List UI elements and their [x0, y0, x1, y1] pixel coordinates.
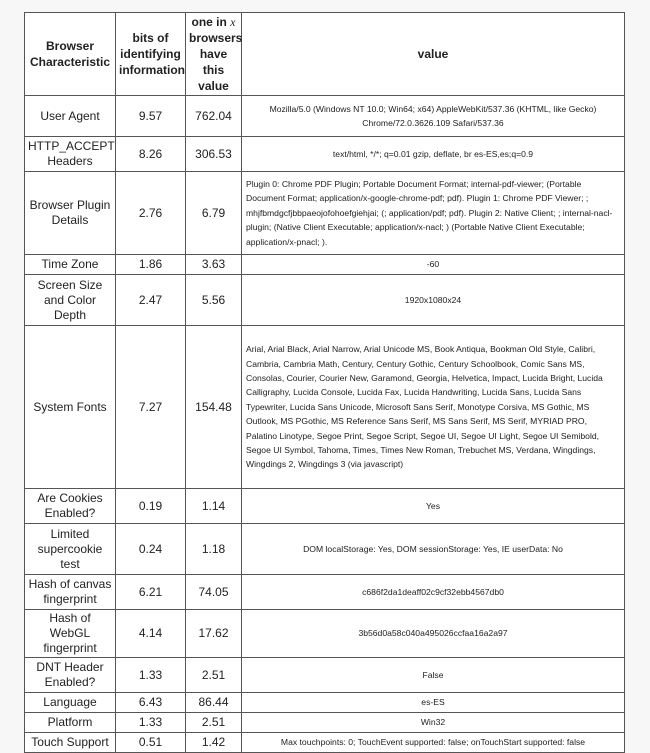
- row-bits: 0.51: [116, 733, 186, 753]
- table-row: [25, 610, 625, 658]
- row-name: Limited supercookie test: [25, 524, 116, 575]
- table-row: [25, 275, 625, 326]
- row-value: text/html, */*; q=0.01 gzip, deflate, br es-ES,es;q=0.9: [242, 137, 625, 172]
- row-bits: 6.21: [116, 575, 186, 610]
- row-value: False: [242, 658, 625, 693]
- row-one-in: 17.62: [186, 610, 242, 658]
- row-bits: 0.24: [116, 524, 186, 575]
- row-name: HTTP_ACCEPT Headers: [25, 137, 116, 172]
- row-name: Time Zone: [25, 255, 116, 275]
- row-bits: 1.86: [116, 255, 186, 275]
- table-row: [25, 524, 625, 575]
- row-one-in: 2.51: [186, 713, 242, 733]
- row-one-in: 1.42: [186, 733, 242, 753]
- table-row: [25, 489, 625, 524]
- fingerprint-table: [24, 12, 625, 753]
- row-name: System Fonts: [25, 326, 116, 489]
- row-one-in: 3.63: [186, 255, 242, 275]
- row-value: 3b56d0a58c040a495026ccfaa16a2a97: [242, 610, 625, 658]
- row-one-in: 86.44: [186, 693, 242, 713]
- row-value: es-ES: [242, 693, 625, 713]
- header-value: value: [242, 13, 625, 96]
- header-characteristic: Browser Characteristic: [25, 13, 116, 96]
- row-bits: 6.43: [116, 693, 186, 713]
- header-bits: bits of identifying information: [116, 13, 186, 96]
- row-bits: 8.26: [116, 137, 186, 172]
- row-name: Touch Support: [25, 733, 116, 753]
- row-bits: 1.33: [116, 713, 186, 733]
- row-value: -60: [242, 255, 625, 275]
- row-bits: 4.14: [116, 610, 186, 658]
- row-name: Hash of WebGL fingerprint: [25, 610, 116, 658]
- row-name: Are Cookies Enabled?: [25, 489, 116, 524]
- row-name: Platform: [25, 713, 116, 733]
- row-name: DNT Header Enabled?: [25, 658, 116, 693]
- row-one-in: 74.05: [186, 575, 242, 610]
- table-header-row: [25, 13, 625, 96]
- table-row: [25, 326, 625, 489]
- table-row: [25, 693, 625, 713]
- header-one-in-var: x: [230, 15, 236, 29]
- row-bits: 1.33: [116, 658, 186, 693]
- row-one-in: 762.04: [186, 96, 242, 137]
- table-row: [25, 713, 625, 733]
- row-value: Mozilla/5.0 (Windows NT 10.0; Win64; x64) AppleWebKit/537.36 (KHTML, like Gecko) Chrome/72.0.3626.109 Safari/537.36: [242, 96, 625, 137]
- header-one-in: [186, 13, 242, 96]
- row-name: Hash of canvas fingerprint: [25, 575, 116, 610]
- row-name: User Agent: [25, 96, 116, 137]
- row-value: Win32: [242, 713, 625, 733]
- row-bits: 0.19: [116, 489, 186, 524]
- table-row: [25, 575, 625, 610]
- row-value: Plugin 0: Chrome PDF Plugin; Portable Document Format; internal-pdf-viewer; (Portable Document Format; application/x-google-chrome-pdf; pdf). Plugin 1: Chrome PDF Viewer; ; mhjfbmdgcfjbbpaeojofohoefgiehjai; (; application/pdf; pdf). Plugin 2: Native Client; ; internal-nacl-plugin; (Native Client Executable; application/x-nacl; ) (Portable Native Client Executable; application/x-pnacl; ).: [242, 172, 625, 255]
- row-one-in: 6.79: [186, 172, 242, 255]
- row-bits: 2.76: [116, 172, 186, 255]
- row-name: Browser Plugin Details: [25, 172, 116, 255]
- row-one-in: 1.14: [186, 489, 242, 524]
- row-one-in: 2.51: [186, 658, 242, 693]
- row-value: DOM localStorage: Yes, DOM sessionStorage: Yes, IE userData: No: [242, 524, 625, 575]
- row-value: 1920x1080x24: [242, 275, 625, 326]
- row-bits: 2.47: [116, 275, 186, 326]
- row-value: Max touchpoints: 0; TouchEvent supported: false; onTouchStart supported: false: [242, 733, 625, 753]
- row-one-in: 5.56: [186, 275, 242, 326]
- row-value: Yes: [242, 489, 625, 524]
- row-value: Arial, Arial Black, Arial Narrow, Arial Unicode MS, Book Antiqua, Bookman Old Style, Calibri, Cambria, Cambria Math, Century, Century Gothic, Century Schoolbook, Comic Sans MS, Consolas, Courier, Courier New, Garamond, Georgia, Helvetica, Impact, Lucida Bright, Lucida Calligraphy, Lucida Console, Lucida Fax, Lucida Handwriting, Lucida Sans, Lucida Sans Typewriter, Lucida Sans Unicode, Microsoft Sans Serif, Monotype Corsiva, MS Gothic, MS Outlook, MS PGothic, MS Reference Sans Serif, MS Sans Serif, MS Serif, MYRIAD PRO, Palatino Linotype, Segoe Print, Segoe Script, Segoe UI, Segoe UI Light, Segoe UI Semibold, Segoe UI Symbol, Tahoma, Times, Times New Roman, Trebuchet MS, Verdana, Wingdings, Wingdings 2, Wingdings 3 (via javascript): [242, 326, 625, 489]
- row-name: Language: [25, 693, 116, 713]
- table-row: [25, 255, 625, 275]
- row-name: Screen Size and Color Depth: [25, 275, 116, 326]
- table-row: [25, 658, 625, 693]
- row-bits: 9.57: [116, 96, 186, 137]
- row-one-in: 306.53: [186, 137, 242, 172]
- row-one-in: 154.48: [186, 326, 242, 489]
- row-bits: 7.27: [116, 326, 186, 489]
- table-row: [25, 96, 625, 137]
- fingerprint-results: [24, 12, 624, 753]
- header-one-in-suffix: browsers have this value: [189, 31, 243, 93]
- table-row: [25, 733, 625, 753]
- row-one-in: 1.18: [186, 524, 242, 575]
- row-value: c686f2da1deaff02c9cf32ebb4567db0: [242, 575, 625, 610]
- header-one-in-prefix: one in: [191, 15, 227, 29]
- table-row: [25, 137, 625, 172]
- table-row: [25, 172, 625, 255]
